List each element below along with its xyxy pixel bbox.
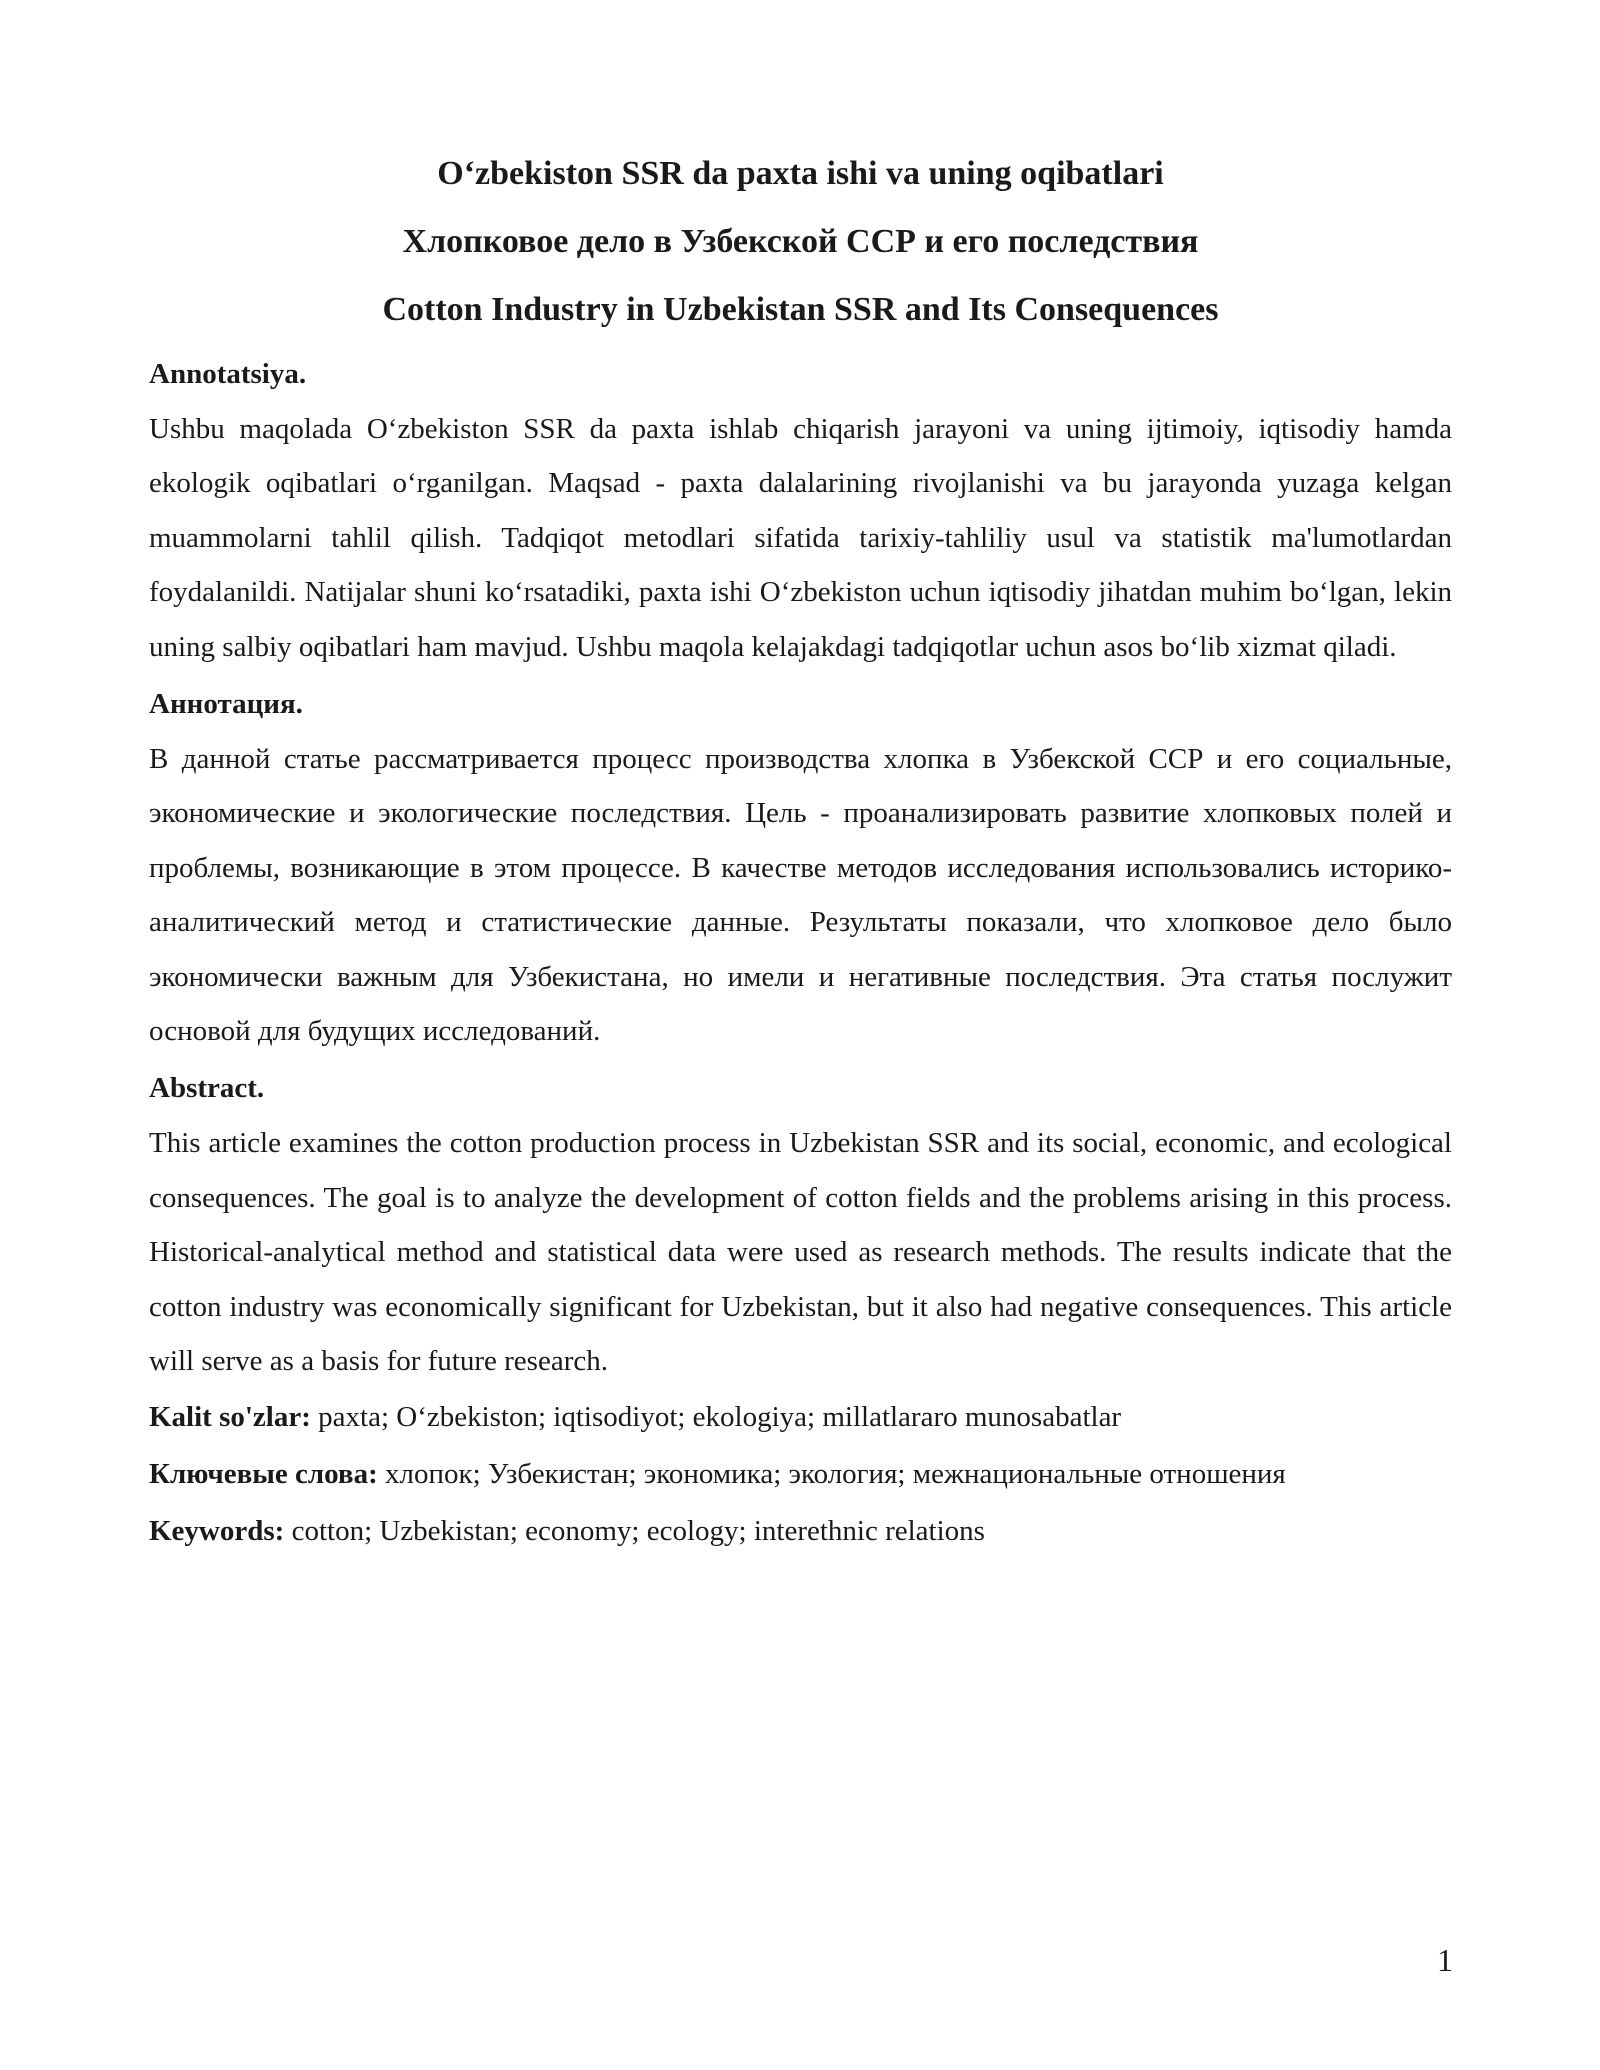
page-content — [149, 140, 1452, 1560]
annotation-russian-text: В данной статье рассматривается процесс производства хлопка в Узбекской ССР и его социальные, экономические и экологические последствия. Цель - проанализировать развитие хлопковых полей и проблемы, возникающие в этом процессе. В качестве методов исследования использовались историко-аналитический метод и статистические данные. Результаты показали, что хлопковое дело было экономически важным для Узбекистана, но имели и негативные последствия. Эта статья послужит основой для будущих исследований. — [149, 743, 1452, 1048]
keywords-english-line — [149, 1503, 1452, 1560]
title-uzbek: O‘zbekiston SSR da paxta ishi va uning oqibatlari — [437, 155, 1164, 192]
page-number: 1 — [1437, 1942, 1453, 1978]
abstract-english-text: This article examines the cotton production process in Uzbekistan SSR and its social, economic, and ecological consequences. The goal is to analyze the development of cotton fields and the problems arising in this process. Historical-analytical method and statistical data were used as research methods. The results indicate that the cotton industry was economically significant for Uzbekistan, but it also had negative consequences. This article will serve as a basis for future research. — [149, 1127, 1452, 1378]
keywords-russian-line — [149, 1446, 1452, 1503]
annotation-russian-heading: Аннотация. — [149, 688, 303, 721]
keywords-uzbek-label: Kalit so'zlar: — [149, 1400, 311, 1433]
keywords-russian-label: Ключевые слова: — [149, 1457, 378, 1490]
annotation-russian-section — [149, 684, 1452, 1058]
keywords-block — [149, 1389, 1452, 1560]
abstract-english-heading: Abstract. — [149, 1072, 265, 1105]
abstract-english-section — [149, 1068, 1452, 1388]
keywords-english-label: Keywords: — [149, 1514, 285, 1547]
keywords-russian-value: хлопок; Узбекистан; экономика; экология; межнациональные отношения — [385, 1457, 1286, 1490]
title-russian: Хлопковое дело в Узбекской ССР и его последствия — [402, 223, 1199, 260]
keywords-uzbek-line — [149, 1389, 1452, 1446]
title-english: Cotton Industry in Uzbekistan SSR and Its Consequences — [382, 291, 1219, 328]
annotation-uzbek-section — [149, 354, 1452, 674]
keywords-english-value: cotton; Uzbekistan; economy; ecology; interethnic relations — [291, 1514, 985, 1547]
annotation-uzbek-heading: Annotatsiya. — [149, 358, 307, 390]
keywords-uzbek-value: paxta; O‘zbekiston; iqtisodiyot; ekologiya; millatlararo munosabatlar — [318, 1400, 1122, 1433]
annotation-uzbek-text: Ushbu maqolada O‘zbekiston SSR da paxta ishlab chiqarish jarayoni va uning ijtimoiy, iqtisodiy hamda ekologik oqibatlari o‘rganilgan. Maqsad - paxta dalalarining rivojlanishi va bu jarayonda yuzaga kelgan muammolarni tahlil qilish. Tadqiqot metodlari sifatida tarixiy-tahliliy usul va statistik ma'lumotlardan foydalanildi. Natijalar shuni ko‘rsatadiki, paxta ishi O‘zbekiston uchun iqtisodiy jihatdan muhim bo‘lgan, lekin uning salbiy oqibatlari ham mavjud. Ushbu maqola kelajakdagi tadqiqotlar uchun asos bo‘lib xizmat qiladi. — [149, 413, 1452, 663]
